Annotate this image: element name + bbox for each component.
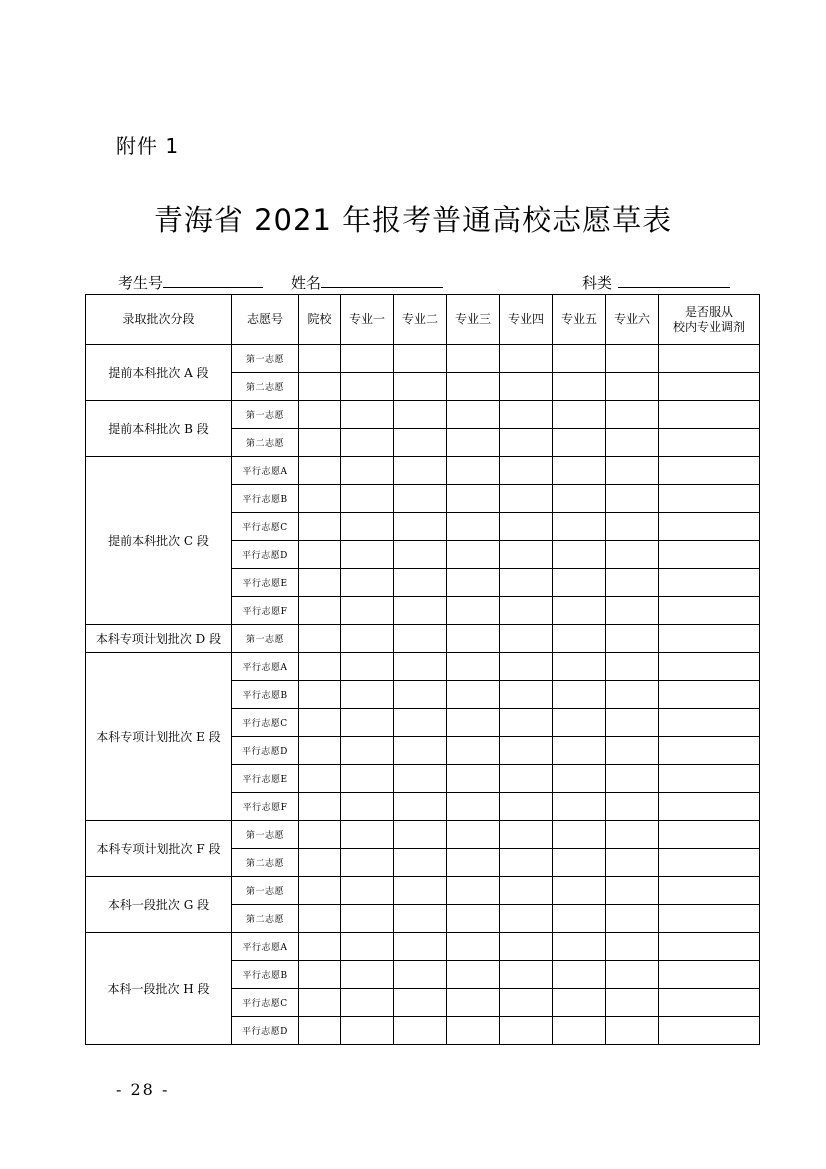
entry-cell[interactable] xyxy=(341,345,394,373)
entry-cell[interactable] xyxy=(659,933,760,961)
entry-cell[interactable] xyxy=(606,345,659,373)
entry-cell[interactable] xyxy=(606,513,659,541)
entry-cell[interactable] xyxy=(341,793,394,821)
exam-number-label: 考生号 xyxy=(118,274,164,292)
entry-cell[interactable] xyxy=(659,989,760,1017)
category-field xyxy=(582,272,730,293)
entry-cell[interactable] xyxy=(606,933,659,961)
entry-cell[interactable] xyxy=(500,933,553,961)
entry-cell[interactable] xyxy=(299,989,341,1017)
exam-number-blank[interactable] xyxy=(163,273,263,288)
entry-cell[interactable] xyxy=(394,709,447,737)
entry-cell[interactable] xyxy=(606,653,659,681)
entry-cell[interactable] xyxy=(606,1017,659,1045)
header-adjustment-line2: 校内专业调剂 xyxy=(672,319,745,334)
entry-cell[interactable] xyxy=(606,681,659,709)
entry-cell[interactable] xyxy=(447,821,500,849)
entry-cell[interactable] xyxy=(447,513,500,541)
entry-cell[interactable] xyxy=(606,373,659,401)
entry-cell[interactable] xyxy=(341,989,394,1017)
entry-cell[interactable] xyxy=(341,737,394,765)
entry-cell[interactable] xyxy=(500,429,553,457)
entry-cell[interactable] xyxy=(659,877,760,905)
entry-cell[interactable] xyxy=(659,653,760,681)
entry-cell[interactable] xyxy=(500,625,553,653)
table-header-row xyxy=(86,295,760,345)
entry-cell[interactable] xyxy=(500,765,553,793)
entry-cell[interactable] xyxy=(553,877,606,905)
entry-cell[interactable] xyxy=(299,821,341,849)
header-major-3: 专业三 xyxy=(447,295,500,345)
segment-cell: 提前本科批次 C 段 xyxy=(86,457,232,625)
entry-cell[interactable] xyxy=(299,709,341,737)
choice-cell: 第一志愿 xyxy=(232,821,299,849)
entry-cell[interactable] xyxy=(341,513,394,541)
page-title: 青海省 2021 年报考普通高校志愿草表 xyxy=(153,203,673,237)
entry-cell[interactable] xyxy=(447,485,500,513)
entry-cell[interactable] xyxy=(447,401,500,429)
entry-cell[interactable] xyxy=(394,513,447,541)
entry-cell[interactable] xyxy=(553,373,606,401)
choice-cell: 第二志愿 xyxy=(232,429,299,457)
entry-cell[interactable] xyxy=(341,373,394,401)
entry-cell[interactable] xyxy=(606,849,659,877)
table-row xyxy=(86,457,760,485)
table-row xyxy=(86,653,760,681)
entry-cell[interactable] xyxy=(341,821,394,849)
entry-cell[interactable] xyxy=(341,961,394,989)
entry-cell[interactable] xyxy=(500,597,553,625)
entry-cell[interactable] xyxy=(394,569,447,597)
entry-cell[interactable] xyxy=(606,541,659,569)
choice-cell: 平行志愿F xyxy=(232,597,299,625)
entry-cell[interactable] xyxy=(500,345,553,373)
entry-cell[interactable] xyxy=(299,933,341,961)
entry-cell[interactable] xyxy=(394,905,447,933)
entry-cell[interactable] xyxy=(341,569,394,597)
entry-cell[interactable] xyxy=(447,961,500,989)
entry-cell[interactable] xyxy=(447,653,500,681)
entry-cell[interactable] xyxy=(553,737,606,765)
entry-cell[interactable] xyxy=(659,485,760,513)
entry-cell[interactable] xyxy=(299,569,341,597)
entry-cell[interactable] xyxy=(447,737,500,765)
header-institution: 院校 xyxy=(299,295,341,345)
choice-cell: 平行志愿C xyxy=(232,989,299,1017)
entry-cell[interactable] xyxy=(394,401,447,429)
entry-cell[interactable] xyxy=(659,961,760,989)
entry-cell[interactable] xyxy=(500,989,553,1017)
entry-cell[interactable] xyxy=(299,541,341,569)
entry-cell[interactable] xyxy=(341,849,394,877)
table-row xyxy=(86,401,760,429)
choice-cell: 平行志愿A xyxy=(232,933,299,961)
entry-cell[interactable] xyxy=(447,569,500,597)
entry-cell[interactable] xyxy=(447,625,500,653)
entry-cell[interactable] xyxy=(341,485,394,513)
entry-cell[interactable] xyxy=(394,429,447,457)
choice-cell: 平行志愿B xyxy=(232,961,299,989)
name-field xyxy=(291,272,443,293)
entry-cell[interactable] xyxy=(394,933,447,961)
entry-cell[interactable] xyxy=(553,653,606,681)
entry-cell[interactable] xyxy=(659,569,760,597)
entry-cell[interactable] xyxy=(394,961,447,989)
choice-cell: 平行志愿D xyxy=(232,1017,299,1045)
entry-cell[interactable] xyxy=(299,793,341,821)
choice-cell: 平行志愿D xyxy=(232,541,299,569)
entry-cell[interactable] xyxy=(553,933,606,961)
entry-cell[interactable] xyxy=(299,681,341,709)
table-body xyxy=(86,345,760,1045)
table-row xyxy=(86,877,760,905)
table-row xyxy=(86,821,760,849)
entry-cell[interactable] xyxy=(500,401,553,429)
entry-cell[interactable] xyxy=(659,401,760,429)
entry-cell[interactable] xyxy=(659,709,760,737)
entry-cell[interactable] xyxy=(500,541,553,569)
entry-cell[interactable] xyxy=(500,457,553,485)
entry-cell[interactable] xyxy=(447,597,500,625)
entry-cell[interactable] xyxy=(553,345,606,373)
entry-cell[interactable] xyxy=(341,625,394,653)
entry-cell[interactable] xyxy=(500,513,553,541)
entry-cell[interactable] xyxy=(553,401,606,429)
table-row xyxy=(86,345,760,373)
choice-cell: 平行志愿B xyxy=(232,681,299,709)
entry-cell[interactable] xyxy=(299,653,341,681)
choice-cell: 平行志愿D xyxy=(232,737,299,765)
entry-cell[interactable] xyxy=(341,653,394,681)
entry-cell[interactable] xyxy=(299,1017,341,1045)
entry-cell[interactable] xyxy=(447,989,500,1017)
header-major-6: 专业六 xyxy=(606,295,659,345)
entry-cell[interactable] xyxy=(659,457,760,485)
entry-cell[interactable] xyxy=(659,429,760,457)
entry-cell[interactable] xyxy=(447,849,500,877)
entry-cell[interactable] xyxy=(500,961,553,989)
header-major-4: 专业四 xyxy=(500,295,553,345)
name-label: 姓名 xyxy=(291,274,322,292)
attachment-label: 附件 1 xyxy=(116,134,180,158)
entry-cell[interactable] xyxy=(659,849,760,877)
category-label: 科类 xyxy=(582,274,613,292)
entry-cell[interactable] xyxy=(553,569,606,597)
entry-cell[interactable] xyxy=(500,877,553,905)
entry-cell[interactable] xyxy=(447,905,500,933)
entry-cell[interactable] xyxy=(606,429,659,457)
entry-cell[interactable] xyxy=(299,849,341,877)
entry-cell[interactable] xyxy=(341,877,394,905)
entry-cell[interactable] xyxy=(659,1017,760,1045)
entry-cell[interactable] xyxy=(553,765,606,793)
entry-cell[interactable] xyxy=(659,625,760,653)
entry-cell[interactable] xyxy=(394,765,447,793)
entry-cell[interactable] xyxy=(299,905,341,933)
choice-cell: 第二志愿 xyxy=(232,373,299,401)
entry-cell[interactable] xyxy=(553,681,606,709)
entry-cell[interactable] xyxy=(447,877,500,905)
entry-cell[interactable] xyxy=(299,485,341,513)
entry-cell[interactable] xyxy=(299,345,341,373)
choice-cell: 第一志愿 xyxy=(232,877,299,905)
segment-cell: 本科专项计划批次 F 段 xyxy=(86,821,232,877)
choice-cell: 第一志愿 xyxy=(232,345,299,373)
entry-cell[interactable] xyxy=(500,905,553,933)
entry-cell[interactable] xyxy=(553,429,606,457)
name-blank[interactable] xyxy=(321,273,443,288)
header-major-5: 专业五 xyxy=(553,295,606,345)
entry-cell[interactable] xyxy=(341,765,394,793)
entry-cell[interactable] xyxy=(341,429,394,457)
entry-cell[interactable] xyxy=(299,373,341,401)
segment-cell: 本科一段批次 G 段 xyxy=(86,877,232,933)
entry-cell[interactable] xyxy=(500,737,553,765)
entry-cell[interactable] xyxy=(659,793,760,821)
choice-cell: 平行志愿A xyxy=(232,653,299,681)
segment-cell: 提前本科批次 A 段 xyxy=(86,345,232,401)
entry-cell[interactable] xyxy=(606,793,659,821)
entry-cell[interactable] xyxy=(500,653,553,681)
entry-cell[interactable] xyxy=(553,849,606,877)
entry-cell[interactable] xyxy=(394,457,447,485)
entry-cell[interactable] xyxy=(394,821,447,849)
entry-cell[interactable] xyxy=(553,905,606,933)
entry-cell[interactable] xyxy=(500,373,553,401)
entry-cell[interactable] xyxy=(553,709,606,737)
entry-cell[interactable] xyxy=(553,989,606,1017)
table-row xyxy=(86,933,760,961)
entry-cell[interactable] xyxy=(447,681,500,709)
entry-cell[interactable] xyxy=(341,905,394,933)
entry-cell[interactable] xyxy=(394,653,447,681)
entry-cell[interactable] xyxy=(447,765,500,793)
entry-cell[interactable] xyxy=(659,597,760,625)
entry-cell[interactable] xyxy=(659,905,760,933)
choice-cell: 第一志愿 xyxy=(232,625,299,653)
entry-cell[interactable] xyxy=(606,569,659,597)
entry-cell[interactable] xyxy=(553,541,606,569)
entry-cell[interactable] xyxy=(299,597,341,625)
entry-cell[interactable] xyxy=(553,597,606,625)
entry-cell[interactable] xyxy=(299,877,341,905)
choice-cell: 平行志愿B xyxy=(232,485,299,513)
entry-cell[interactable] xyxy=(606,905,659,933)
entry-cell[interactable] xyxy=(553,625,606,653)
entry-cell[interactable] xyxy=(606,709,659,737)
entry-cell[interactable] xyxy=(500,821,553,849)
entry-cell[interactable] xyxy=(447,457,500,485)
entry-cell[interactable] xyxy=(606,597,659,625)
entry-cell[interactable] xyxy=(394,877,447,905)
header-segment: 录取批次分段 xyxy=(86,295,232,345)
entry-cell[interactable] xyxy=(394,1017,447,1045)
entry-cell[interactable] xyxy=(447,345,500,373)
choice-cell: 第一志愿 xyxy=(232,401,299,429)
segment-cell: 提前本科批次 B 段 xyxy=(86,401,232,457)
choice-cell: 平行志愿C xyxy=(232,709,299,737)
entry-cell[interactable] xyxy=(553,961,606,989)
entry-cell[interactable] xyxy=(553,513,606,541)
entry-cell[interactable] xyxy=(394,849,447,877)
entry-cell[interactable] xyxy=(606,877,659,905)
page-number: - 28 - xyxy=(116,1080,170,1099)
choice-cell: 平行志愿E xyxy=(232,569,299,597)
entry-cell[interactable] xyxy=(299,429,341,457)
entry-cell[interactable] xyxy=(500,849,553,877)
entry-cell[interactable] xyxy=(606,485,659,513)
entry-cell[interactable] xyxy=(553,821,606,849)
choice-cell: 平行志愿F xyxy=(232,793,299,821)
entry-cell[interactable] xyxy=(341,541,394,569)
entry-cell[interactable] xyxy=(341,933,394,961)
entry-cell[interactable] xyxy=(500,793,553,821)
entry-cell[interactable] xyxy=(299,625,341,653)
entry-cell[interactable] xyxy=(659,541,760,569)
entry-cell[interactable] xyxy=(447,373,500,401)
entry-cell[interactable] xyxy=(341,681,394,709)
entry-cell[interactable] xyxy=(447,933,500,961)
entry-cell[interactable] xyxy=(606,625,659,653)
entry-cell[interactable] xyxy=(394,793,447,821)
entry-cell[interactable] xyxy=(394,625,447,653)
entry-cell[interactable] xyxy=(447,793,500,821)
entry-cell[interactable] xyxy=(553,1017,606,1045)
volunteer-form-table xyxy=(85,294,760,1045)
entry-cell[interactable] xyxy=(500,681,553,709)
entry-cell[interactable] xyxy=(341,709,394,737)
entry-cell[interactable] xyxy=(447,709,500,737)
choice-cell: 第二志愿 xyxy=(232,905,299,933)
entry-cell[interactable] xyxy=(299,401,341,429)
entry-cell[interactable] xyxy=(447,1017,500,1045)
entry-cell[interactable] xyxy=(659,765,760,793)
entry-cell[interactable] xyxy=(659,681,760,709)
entry-cell[interactable] xyxy=(553,485,606,513)
entry-cell[interactable] xyxy=(299,737,341,765)
segment-cell: 本科专项计划批次 E 段 xyxy=(86,653,232,821)
entry-cell[interactable] xyxy=(394,345,447,373)
entry-cell[interactable] xyxy=(606,401,659,429)
entry-cell[interactable] xyxy=(500,569,553,597)
segment-cell: 本科专项计划批次 D 段 xyxy=(86,625,232,653)
entry-cell[interactable] xyxy=(659,345,760,373)
entry-cell[interactable] xyxy=(500,485,553,513)
entry-cell[interactable] xyxy=(341,457,394,485)
entry-cell[interactable] xyxy=(553,793,606,821)
entry-cell[interactable] xyxy=(299,765,341,793)
header-adjustment-line1: 是否服从 xyxy=(684,304,733,319)
entry-cell[interactable] xyxy=(500,709,553,737)
entry-cell[interactable] xyxy=(341,1017,394,1045)
entry-cell[interactable] xyxy=(447,429,500,457)
entry-cell[interactable] xyxy=(394,737,447,765)
entry-cell[interactable] xyxy=(341,597,394,625)
entry-cell[interactable] xyxy=(659,373,760,401)
choice-cell: 平行志愿E xyxy=(232,765,299,793)
entry-cell[interactable] xyxy=(500,1017,553,1045)
entry-cell[interactable] xyxy=(606,961,659,989)
entry-cell[interactable] xyxy=(394,989,447,1017)
choice-cell: 平行志愿C xyxy=(232,513,299,541)
entry-cell[interactable] xyxy=(606,989,659,1017)
header-adjustment xyxy=(659,295,760,345)
entry-cell[interactable] xyxy=(659,737,760,765)
header-major-1: 专业一 xyxy=(341,295,394,345)
entry-cell[interactable] xyxy=(606,737,659,765)
entry-cell[interactable] xyxy=(394,373,447,401)
entry-cell[interactable] xyxy=(341,401,394,429)
entry-cell[interactable] xyxy=(299,961,341,989)
entry-cell[interactable] xyxy=(659,513,760,541)
entry-cell[interactable] xyxy=(553,457,606,485)
table-row xyxy=(86,625,760,653)
category-blank[interactable] xyxy=(618,273,730,288)
entry-cell[interactable] xyxy=(394,597,447,625)
choice-cell: 平行志愿A xyxy=(232,457,299,485)
entry-cell[interactable] xyxy=(659,821,760,849)
header-choice-no: 志愿号 xyxy=(232,295,299,345)
entry-cell[interactable] xyxy=(394,485,447,513)
entry-cell[interactable] xyxy=(299,457,341,485)
entry-cell[interactable] xyxy=(606,457,659,485)
entry-cell[interactable] xyxy=(394,541,447,569)
segment-cell: 本科一段批次 H 段 xyxy=(86,933,232,1045)
header-major-2: 专业二 xyxy=(394,295,447,345)
entry-cell[interactable] xyxy=(394,681,447,709)
exam-number-field xyxy=(118,272,263,293)
entry-cell[interactable] xyxy=(299,513,341,541)
entry-cell[interactable] xyxy=(447,541,500,569)
entry-cell[interactable] xyxy=(606,821,659,849)
choice-cell: 第二志愿 xyxy=(232,849,299,877)
entry-cell[interactable] xyxy=(606,765,659,793)
